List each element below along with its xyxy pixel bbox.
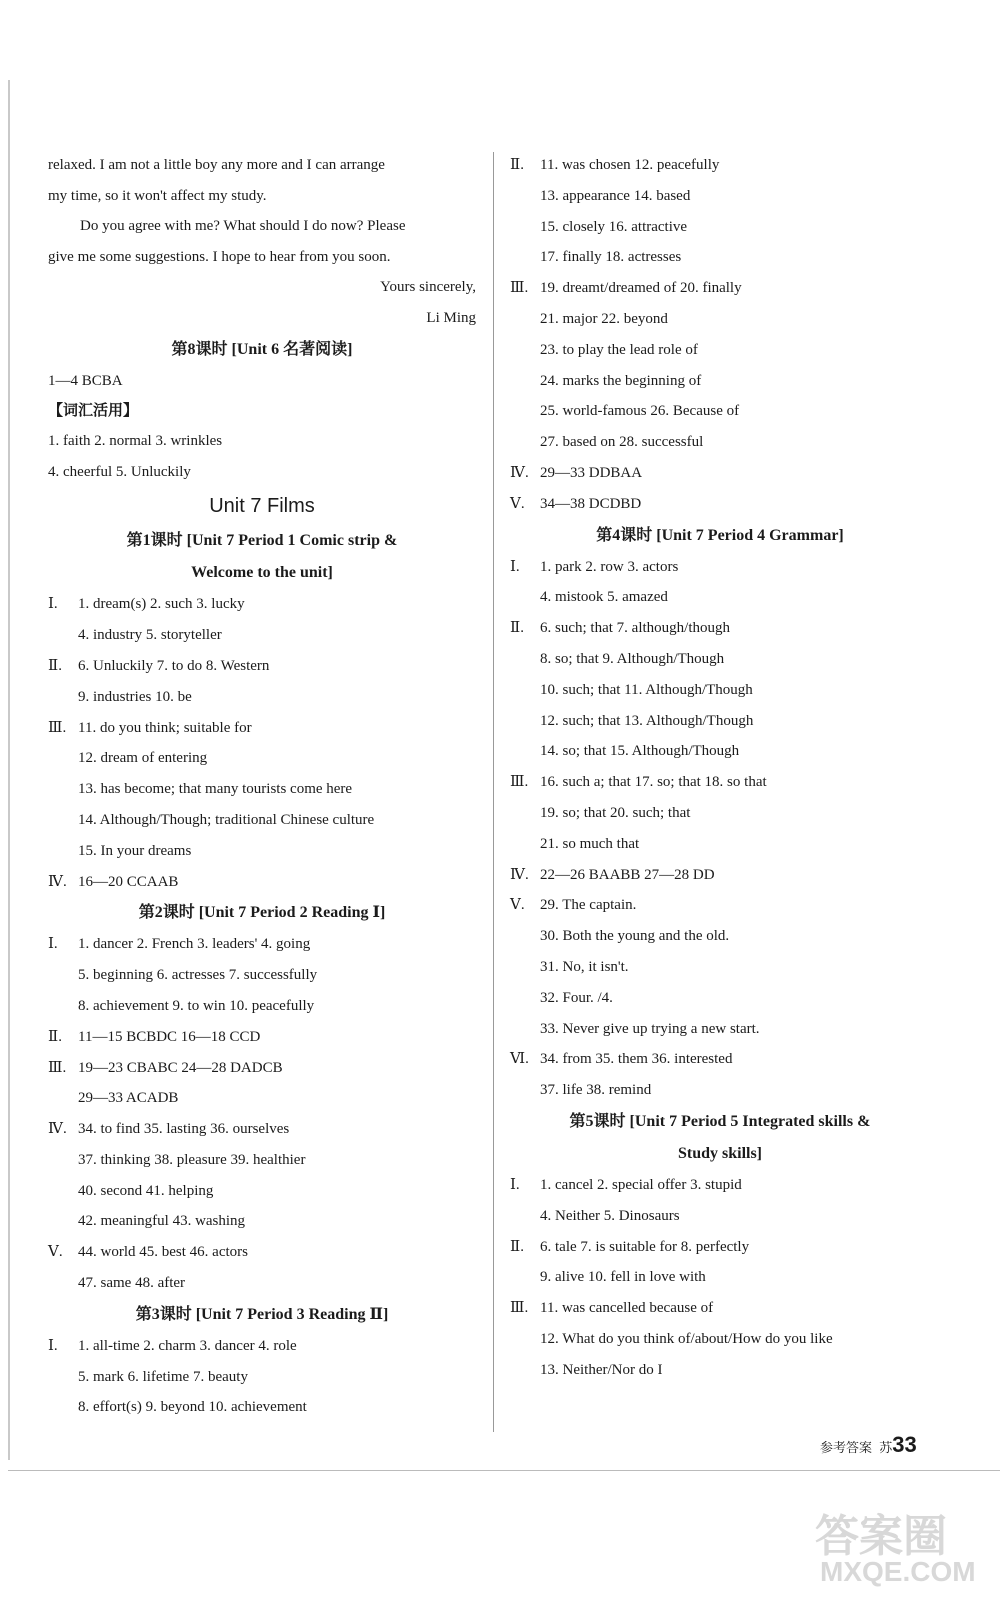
roman-numeral: Ⅳ. — [48, 873, 67, 890]
answer-text: 9. alive 10. fell in love with — [540, 1269, 706, 1286]
answer-row — [48, 1022, 476, 1053]
answer-text: 15. closely 16. attractive — [540, 218, 688, 235]
answer-row — [510, 706, 930, 737]
roman-numeral: Ⅰ. — [48, 936, 58, 953]
answer-row — [510, 181, 930, 212]
answer-row — [510, 767, 930, 798]
answer-text: 13. Neither/Nor do I — [540, 1361, 663, 1378]
answer-text: 11. was cancelled because of — [540, 1300, 714, 1317]
roman-numeral — [510, 242, 540, 273]
answer-text: 34. to find 35. lasting 36. ourselves — [78, 1121, 290, 1138]
answer-row — [48, 1331, 476, 1362]
answer-row — [510, 427, 930, 458]
roman-numeral: Ⅱ. — [48, 657, 62, 674]
answer-text: 6. Unluckily 7. to do 8. Western — [78, 657, 270, 674]
answer-text: 21. so much that — [540, 835, 640, 852]
answer-row — [510, 552, 930, 583]
roman-numeral: Ⅱ. — [48, 1028, 62, 1045]
answer-text: 6. such; that 7. although/though — [540, 620, 730, 637]
answer-text: 32. Four. /4. — [540, 989, 613, 1006]
answer-text: 30. Both the young and the old. — [540, 928, 730, 945]
roman-numeral — [510, 582, 540, 613]
roman-numeral: Ⅳ. — [510, 464, 529, 481]
answer-row — [510, 489, 930, 520]
watermark-url: MXQE.COM — [820, 1556, 976, 1587]
roman-numeral: Ⅱ. — [510, 620, 524, 637]
answer-text: 14. so; that 15. Although/Though — [540, 743, 740, 760]
roman-numeral: Ⅲ. — [510, 1300, 529, 1317]
roman-numeral — [510, 1201, 540, 1232]
section-title: 第4课时 [Unit 7 Period 4 Grammar] — [596, 526, 844, 544]
answer-text: 6. tale 7. is suitable for 8. perfectly — [540, 1238, 750, 1255]
roman-numeral — [510, 736, 540, 767]
roman-numeral — [48, 1145, 78, 1176]
answer-text: 13. appearance 14. based — [540, 187, 691, 204]
answer-row — [510, 582, 930, 613]
roman-numeral — [48, 960, 78, 991]
answer-row — [510, 150, 930, 181]
section-title: 第2课时 [Unit 7 Period 2 Reading Ⅰ] — [138, 904, 386, 922]
roman-numeral: Ⅱ. — [510, 157, 524, 173]
left-column — [48, 150, 476, 1423]
answer-text: 12. What do you think of/about/How do you like — [540, 1330, 833, 1347]
answer-text: 12. dream of entering — [78, 750, 208, 767]
section-title: 第3课时 [Unit 7 Period 3 Reading Ⅱ] — [135, 1305, 389, 1323]
answer-row — [510, 396, 930, 427]
roman-numeral: Ⅳ. — [48, 1121, 67, 1138]
answer-text: 19. dreamt/dreamed of 20. finally — [540, 280, 742, 297]
answer-row — [48, 929, 476, 960]
roman-numeral — [510, 675, 540, 706]
answer-text: 10. such; that 11. Although/Though — [540, 681, 753, 698]
answer-row — [510, 366, 930, 397]
roman-numeral: Ⅰ. — [510, 558, 520, 575]
roman-numeral — [510, 983, 540, 1014]
footer-subject: 苏 — [879, 1440, 893, 1455]
letter-line: relaxed. I am not a little boy any more and I can arrange — [48, 157, 385, 173]
answer-row — [510, 1075, 930, 1106]
answer-row — [48, 1268, 476, 1299]
answer-text: 11. was chosen 12. peacefully — [540, 157, 720, 173]
answer-list — [510, 150, 930, 520]
letter-line: give me some suggestions. I hope to hear from you soon. — [48, 248, 391, 265]
answer-text: 24. marks the beginning of — [540, 372, 702, 389]
answer-text: 29. The captain. — [540, 897, 637, 914]
answer-text: 34. from 35. them 36. interested — [540, 1051, 733, 1068]
roman-numeral: Ⅴ. — [48, 1244, 63, 1261]
answer-text: 9. industries 10. be — [78, 688, 192, 705]
roman-numeral — [510, 1324, 540, 1355]
answer-row — [510, 1355, 930, 1386]
roman-numeral: Ⅳ. — [510, 866, 529, 883]
roman-numeral: Ⅴ. — [510, 495, 525, 512]
answer-line: 1—4 BCBA — [48, 372, 123, 389]
letter-line: my time, so it won't affect my study. — [48, 187, 267, 204]
answer-list — [48, 1331, 476, 1423]
answer-row — [48, 991, 476, 1022]
answer-row — [48, 1145, 476, 1176]
roman-numeral: Ⅵ. — [510, 1051, 529, 1068]
roman-numeral: Ⅰ. — [48, 596, 58, 613]
answer-row — [510, 613, 930, 644]
page-edge — [8, 80, 10, 1460]
answer-text: 1. dancer 2. French 3. leaders' 4. going — [78, 936, 311, 953]
roman-numeral — [510, 798, 540, 829]
answer-text: 4. mistook 5. amazed — [540, 589, 668, 606]
answer-text: 25. world-famous 26. Because of — [540, 403, 740, 420]
roman-numeral: Ⅲ. — [510, 774, 529, 791]
right-column — [510, 150, 930, 1385]
answer-row — [510, 1293, 930, 1324]
answer-text: 34—38 DCDBD — [540, 495, 642, 512]
answer-text: 14. Although/Though; traditional Chinese culture — [78, 811, 375, 828]
letter-signature: Li Ming — [426, 309, 476, 326]
roman-numeral — [510, 335, 540, 366]
roman-numeral — [510, 644, 540, 675]
answer-row — [510, 1014, 930, 1045]
answer-row — [510, 952, 930, 983]
answer-text: 8. achievement 9. to win 10. peacefully — [78, 997, 315, 1014]
roman-numeral — [48, 1206, 78, 1237]
answer-row — [510, 458, 930, 489]
answer-text: 33. Never give up trying a new start. — [540, 1020, 760, 1037]
roman-numeral — [48, 836, 78, 867]
answer-text: 42. meaningful 43. washing — [78, 1213, 246, 1230]
answer-row — [510, 983, 930, 1014]
roman-numeral — [510, 181, 540, 212]
answer-text: 13. has become; that many tourists come here — [78, 781, 353, 798]
roman-numeral — [510, 304, 540, 335]
answer-text: 4. industry 5. storyteller — [78, 627, 222, 644]
footer-label: 参考答案 — [820, 1440, 873, 1455]
answer-text: 37. life 38. remind — [540, 1082, 652, 1099]
answer-text: 11—15 BCBDC 16—18 CCD — [78, 1028, 261, 1045]
answer-row — [510, 829, 930, 860]
roman-numeral — [510, 366, 540, 397]
roman-numeral — [48, 1268, 78, 1299]
watermark-logo: 答案圈 — [815, 1512, 947, 1561]
answer-row — [48, 682, 476, 713]
roman-numeral: Ⅲ. — [48, 1059, 67, 1076]
answer-text: 11. do you think; suitable for — [78, 719, 252, 736]
answer-text: 1. cancel 2. special offer 3. stupid — [540, 1176, 742, 1193]
answer-text: 1. all-time 2. charm 3. dancer 4. role — [78, 1337, 297, 1354]
answer-row — [510, 304, 930, 335]
roman-numeral — [48, 774, 78, 805]
roman-numeral — [510, 1075, 540, 1106]
answer-row — [48, 651, 476, 682]
roman-numeral — [48, 991, 78, 1022]
roman-numeral — [48, 620, 78, 651]
answer-row — [48, 620, 476, 651]
answer-text: 8. so; that 9. Although/Though — [540, 650, 725, 667]
answer-row — [510, 335, 930, 366]
answer-line: 4. cheerful 5. Unluckily — [48, 463, 191, 480]
answer-text: 8. effort(s) 9. beyond 10. achievement — [78, 1399, 307, 1416]
answer-text: 19—23 CBABC 24—28 DADCB — [78, 1059, 283, 1076]
section-title: 第8课时 [Unit 6 名著阅读] — [171, 340, 353, 358]
answer-list — [510, 1170, 930, 1386]
answer-row — [48, 960, 476, 991]
answer-row — [48, 1392, 476, 1423]
answer-row — [510, 1324, 930, 1355]
answer-row — [48, 1362, 476, 1393]
answer-row — [48, 589, 476, 620]
answer-row — [510, 890, 930, 921]
roman-numeral — [510, 706, 540, 737]
answer-row — [48, 1114, 476, 1145]
answer-row — [510, 1170, 930, 1201]
answer-row — [48, 713, 476, 744]
answer-text: 27. based on 28. successful — [540, 434, 704, 451]
answer-row — [510, 273, 930, 304]
roman-numeral: Ⅴ. — [510, 897, 525, 914]
answer-row — [510, 1201, 930, 1232]
answer-text: 37. thinking 38. pleasure 39. healthier — [78, 1151, 306, 1168]
roman-numeral: Ⅰ. — [48, 1337, 58, 1354]
section-title: 第1课时 [Unit 7 Period 1 Comic strip & — [126, 532, 398, 550]
roman-numeral — [510, 427, 540, 458]
section-title-cont: Study skills] — [677, 1144, 763, 1162]
roman-numeral — [510, 1014, 540, 1045]
roman-numeral — [510, 921, 540, 952]
roman-numeral — [510, 1355, 540, 1386]
answer-row — [510, 644, 930, 675]
roman-numeral: Ⅲ. — [510, 280, 529, 297]
roman-numeral — [510, 952, 540, 983]
answer-row — [510, 675, 930, 706]
answer-row — [510, 1262, 930, 1293]
roman-numeral — [510, 396, 540, 427]
roman-numeral — [48, 1083, 78, 1114]
roman-numeral — [48, 1392, 78, 1423]
answer-text: 1. park 2. row 3. actors — [540, 558, 679, 575]
answer-text: 5. mark 6. lifetime 7. beauty — [78, 1368, 248, 1385]
answer-text: 16—20 CCAAB — [78, 873, 179, 890]
roman-numeral — [48, 805, 78, 836]
answer-row — [48, 1176, 476, 1207]
answer-line: 1. faith 2. normal 3. wrinkles — [48, 433, 223, 450]
answer-text: 15. In your dreams — [78, 842, 192, 859]
page-bottom-edge — [8, 1470, 1000, 1471]
column-divider — [493, 152, 494, 1432]
answer-row — [510, 242, 930, 273]
letter-closing: Yours sincerely, — [380, 279, 476, 296]
answer-text: 5. beginning 6. actresses 7. successfully — [78, 967, 318, 984]
answer-row — [48, 867, 476, 898]
section-title-cont: Welcome to the unit] — [191, 564, 333, 582]
answer-text: 23. to play the lead role of — [540, 341, 698, 358]
answer-row — [510, 1044, 930, 1075]
unit-title: Unit 7 Films — [209, 495, 315, 518]
answer-list — [510, 552, 930, 1106]
answer-row — [510, 921, 930, 952]
vocab-tag: 【词汇活用】 — [48, 403, 139, 420]
answer-text: 12. such; that 13. Although/Though — [540, 712, 754, 729]
roman-numeral — [510, 1262, 540, 1293]
answer-text: 40. second 41. helping — [78, 1182, 214, 1199]
answer-text: 47. same 48. after — [78, 1275, 186, 1292]
section-title: 第5课时 [Unit 7 Period 5 Integrated skills & — [569, 1112, 871, 1130]
roman-numeral — [48, 1362, 78, 1393]
answer-list — [48, 929, 476, 1299]
roman-numeral: Ⅲ. — [48, 719, 67, 736]
answer-row — [48, 1083, 476, 1114]
roman-numeral: Ⅱ. — [510, 1238, 524, 1255]
letter-line: Do you agree with me? What should I do now? Please — [80, 218, 406, 235]
answer-row — [510, 1232, 930, 1263]
answer-row — [48, 805, 476, 836]
answer-row — [48, 1206, 476, 1237]
answer-text: 21. major 22. beyond — [540, 310, 668, 327]
answer-list — [48, 589, 476, 897]
answer-row — [48, 774, 476, 805]
roman-numeral — [48, 682, 78, 713]
roman-numeral — [48, 743, 78, 774]
answer-text: 44. world 45. best 46. actors — [78, 1244, 248, 1261]
answer-row — [510, 860, 930, 891]
answer-text: 16. such a; that 17. so; that 18. so that — [540, 774, 767, 791]
answer-text: 29—33 DDBAA — [540, 464, 643, 481]
roman-numeral — [48, 1176, 78, 1207]
answer-text: 22—26 BAABB 27—28 DD — [540, 866, 715, 883]
answer-row — [48, 1053, 476, 1084]
answer-row — [510, 798, 930, 829]
answer-text: 1. dream(s) 2. such 3. lucky — [78, 596, 245, 613]
answer-row — [48, 836, 476, 867]
page-footer — [820, 1432, 917, 1458]
answer-text: 19. so; that 20. such; that — [540, 804, 691, 821]
answer-row — [48, 743, 476, 774]
answer-text: 4. Neither 5. Dinosaurs — [540, 1207, 680, 1224]
answer-text: 17. finally 18. actresses — [540, 249, 682, 266]
roman-numeral: Ⅰ. — [510, 1176, 520, 1193]
answer-text: 29—33 ACADB — [78, 1090, 179, 1107]
answer-row — [510, 736, 930, 767]
roman-numeral — [510, 829, 540, 860]
answer-row — [48, 1237, 476, 1268]
answer-text: 31. No, it isn't. — [540, 958, 629, 975]
roman-numeral — [510, 212, 540, 243]
answer-row — [510, 212, 930, 243]
page-number: 33 — [892, 1432, 917, 1457]
